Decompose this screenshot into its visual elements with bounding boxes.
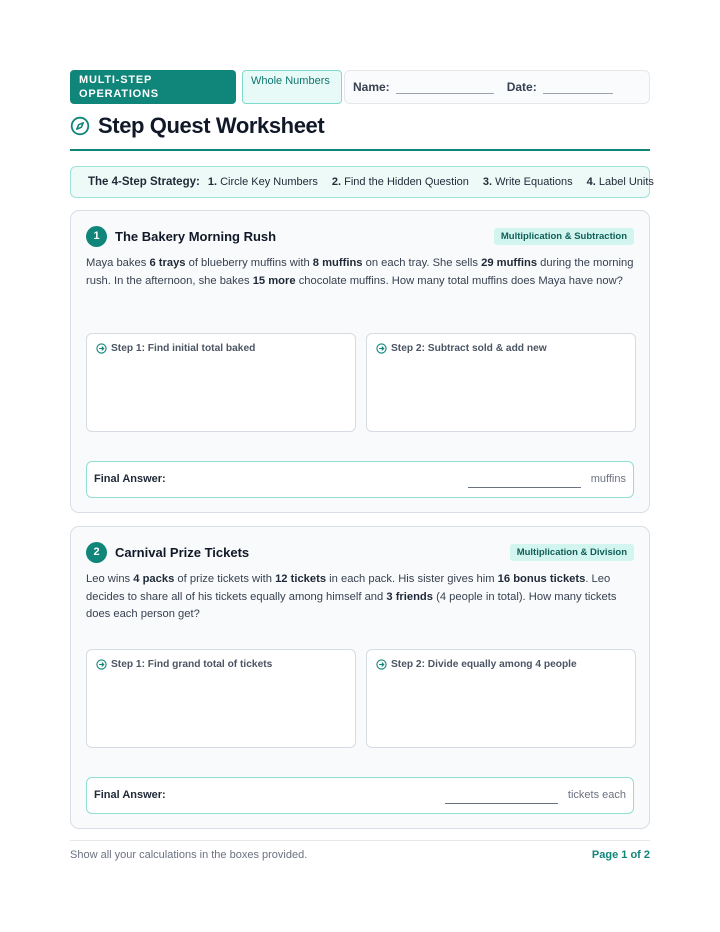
problem-text-run: on each tray. She sells	[362, 257, 482, 269]
strategy-heading: The 4-Step Strategy:	[88, 176, 200, 188]
problem-header	[86, 541, 634, 563]
problem-text-run: Maya bakes	[86, 257, 150, 269]
arrow-circle-icon	[376, 659, 387, 670]
final-answer-box	[86, 461, 634, 498]
strategy-step: 3. Write Equations	[482, 176, 573, 188]
header-row	[70, 70, 650, 104]
name-label: Name:	[353, 80, 390, 94]
problem-text-run: chocolate muffins. How many total muffins does Maya have now?	[295, 274, 623, 287]
key-number: 8 muffins	[312, 257, 363, 269]
problem-number: 2	[86, 542, 107, 563]
worksheet-page	[70, 70, 654, 861]
strategy-bar	[70, 166, 654, 198]
subtopic-badge: Whole Numbers	[242, 70, 342, 104]
problem-text-run: during the morning rush. In the afternoon, she bakes	[86, 257, 634, 287]
compass-icon	[70, 116, 90, 136]
problem-title: Carnival Prize Tickets	[115, 544, 250, 560]
key-number: 4 packs	[133, 573, 175, 585]
key-number: 3 friends	[386, 590, 433, 603]
problem-text-run: of blueberry muffins with	[185, 257, 313, 269]
problem-text-run: Leo wins	[86, 573, 134, 585]
problem-text-run: in each pack. His sister gives him	[326, 573, 498, 585]
step-1-work-box[interactable]	[86, 333, 356, 432]
key-number: 6 trays	[149, 257, 186, 269]
step-label: Step 1: Find grand total of tickets	[96, 659, 272, 670]
name-date-box	[344, 70, 650, 104]
date-label: Date:	[506, 80, 537, 94]
key-number: 29 muffins	[481, 257, 538, 269]
step-label: Step 2: Divide equally among 4 people	[376, 659, 577, 670]
key-number: 16 bonus tickets	[497, 573, 586, 585]
final-answer-box	[86, 777, 634, 814]
arrow-circle-icon	[376, 343, 387, 354]
step-label: Step 1: Find initial total baked	[96, 343, 255, 354]
strategy-step: 2. Find the Hidden Question	[331, 176, 469, 188]
problem-text-run: . Leo decides to share all of his tickets equally among himself and	[86, 573, 611, 603]
problem-text-run: of prize tickets with	[174, 573, 276, 585]
strategy-step: 1. Circle Key Numbers	[207, 176, 318, 188]
step-2-work-box[interactable]	[366, 333, 636, 432]
page-footer	[70, 840, 650, 861]
page-number: Page 1 of 2	[591, 849, 650, 861]
arrow-circle-icon	[96, 343, 107, 354]
title-row	[70, 109, 650, 142]
strategy-step: 4. Label Units	[586, 176, 654, 188]
footer-note: Show all your calculations in the boxes provided.	[70, 849, 308, 861]
title-divider	[70, 149, 650, 151]
step-label: Step 2: Subtract sold & add new	[376, 343, 547, 354]
date-field[interactable]	[543, 81, 613, 94]
problem-number: 1	[86, 226, 107, 247]
answer-field[interactable]	[445, 803, 558, 804]
answer-unit: muffins	[590, 473, 626, 485]
topic-badge: MULTI-STEP OPERATIONS	[70, 70, 236, 104]
operation-tag: Multiplication & Subtraction	[494, 228, 634, 245]
final-answer-label: Final Answer:	[94, 473, 166, 485]
arrow-circle-icon	[96, 659, 107, 670]
problem-text	[86, 571, 634, 624]
page-title: Step Quest Worksheet	[98, 112, 325, 138]
key-number: 15 more	[252, 274, 296, 287]
problem-text	[86, 255, 634, 290]
problem-card	[70, 526, 650, 829]
answer-field[interactable]	[468, 487, 581, 488]
step-1-work-box[interactable]	[86, 649, 356, 748]
problem-card	[70, 210, 650, 513]
operation-tag: Multiplication & Division	[510, 544, 634, 561]
problem-title: The Bakery Morning Rush	[115, 228, 277, 244]
step-2-work-box[interactable]	[366, 649, 636, 748]
name-field[interactable]	[396, 81, 494, 94]
key-number: 12 tickets	[275, 573, 327, 585]
problem-header	[86, 225, 634, 247]
problem-text-run: (4 people in total). How many tickets does each person get?	[86, 590, 617, 620]
final-answer-label: Final Answer:	[94, 789, 166, 801]
answer-unit: tickets each	[567, 789, 626, 801]
